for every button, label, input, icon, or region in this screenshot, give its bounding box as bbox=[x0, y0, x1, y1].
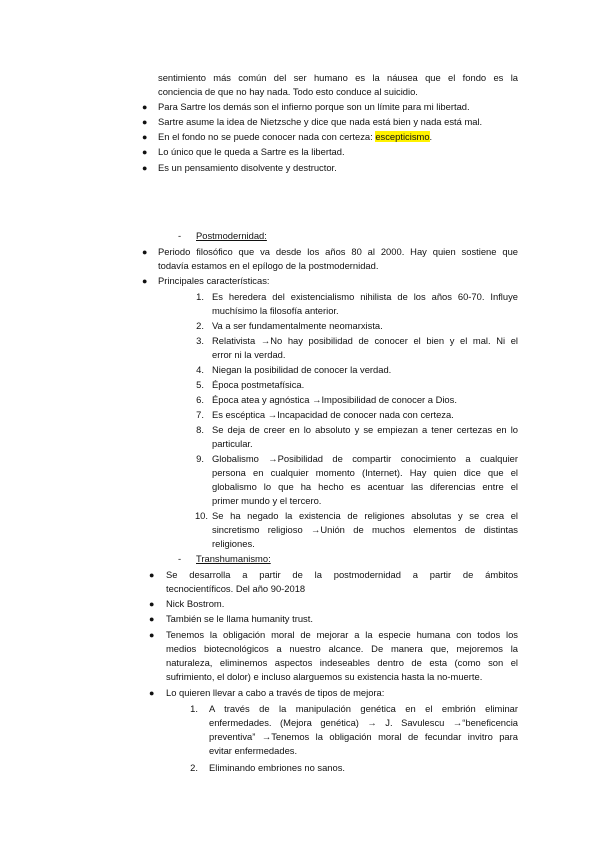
list-item-cont: sufrimiento, el dolor) e incluso alarguemos su existencia hasta la no-muerte. bbox=[166, 671, 483, 682]
bullet-icon: ● bbox=[142, 247, 148, 257]
bullet-icon: ● bbox=[142, 147, 148, 157]
list-item: Nick Bostrom. bbox=[166, 598, 225, 609]
list-item: Periodo filosófico que va desde los años 80 al 2000. Hay quien sostiene que bbox=[158, 246, 518, 257]
list-item: También se le llama humanity trust. bbox=[166, 613, 313, 624]
list-item: Principales características: bbox=[158, 275, 270, 286]
numbered-item: Época postmetafísica. bbox=[212, 379, 305, 390]
numbered-item: Es escéptica →Incapacidad de conocer nada con certeza. bbox=[212, 409, 454, 420]
bullet-icon: ● bbox=[142, 102, 148, 112]
dash-marker: - bbox=[178, 230, 182, 241]
list-item: Lo quieren llevar a cabo a través de tipos de mejora: bbox=[166, 687, 385, 698]
numbered-item: Niegan la posibilidad de conocer la verdad. bbox=[212, 364, 392, 375]
numbered-item-cont: evitar enfermedades. bbox=[209, 745, 298, 756]
numbered-item-cont: globalismo lo que ha hecho es acentuar las diferencias entre el bbox=[212, 481, 518, 492]
list-item: Para Sartre los demás son el infierno porque son un límite para mi libertad. bbox=[158, 101, 470, 112]
numbered-item-cont: persona en cualquier momento (Internet). Hay quien dice que el bbox=[212, 467, 518, 478]
list-item-cont: medios biotecnológicos a nuestro alcance. De manera que, mejoremos la bbox=[166, 643, 518, 654]
bullet-icon: ● bbox=[149, 688, 155, 698]
list-item: Lo único que le queda a Sartre es la libertad. bbox=[158, 146, 345, 157]
item-number: 3. bbox=[196, 335, 204, 346]
bullet-icon: ● bbox=[142, 163, 148, 173]
numbered-item: Eliminando embriones no sanos. bbox=[209, 762, 346, 773]
item-number: 10. bbox=[194, 510, 208, 521]
numbered-item: Relativista →No hay posibilidad de conocer el bien y el mal. Ni el bbox=[212, 335, 518, 346]
numbered-item-cont: muchísimo la filosofía anterior. bbox=[212, 305, 339, 316]
bullet-icon: ● bbox=[142, 132, 148, 142]
bullet-icon: ● bbox=[149, 630, 155, 640]
bullet-icon: ● bbox=[149, 614, 155, 624]
numbered-item: Época atea y agnóstica →Imposibilidad de conocer a Dios. bbox=[212, 394, 457, 405]
numbered-item: Se ha negado la existencia de religiones absolutas y se crea el bbox=[212, 510, 518, 521]
list-item: Se desarrolla a partir de la postmodernidad a partir de ámbitos bbox=[166, 569, 518, 580]
list-item-cont: naturaleza, eliminemos aspectos indeseables dentro de esta (como son el bbox=[166, 657, 518, 668]
section-heading: Postmodernidad: bbox=[196, 230, 267, 241]
item-number: 2. bbox=[196, 320, 204, 331]
item-number: 9. bbox=[196, 453, 204, 464]
list-item: En el fondo no se puede conocer nada con certeza: escepticismo. bbox=[158, 131, 433, 142]
item-number: 7. bbox=[196, 409, 204, 420]
dash-marker: - bbox=[178, 553, 182, 564]
item-number: 1. bbox=[190, 703, 198, 714]
bullet-icon: ● bbox=[149, 570, 155, 580]
item-number: 5. bbox=[196, 379, 204, 390]
numbered-item-cont: error ni la verdad. bbox=[212, 349, 286, 360]
item-number: 1. bbox=[196, 291, 204, 302]
numbered-item-cont: particular. bbox=[212, 438, 253, 449]
bullet-icon: ● bbox=[142, 117, 148, 127]
item-number: 8. bbox=[196, 424, 204, 435]
numbered-item-cont: enfermedades. (Mejora genética) → J. Savulescu →“beneficencia bbox=[209, 717, 518, 728]
numbered-item-cont: sincretismo religioso →Unión de muchos elementos de distintas bbox=[212, 524, 518, 535]
numbered-item: Es heredera del existencialismo nihilista de los años 60-70. Influye bbox=[212, 291, 518, 302]
numbered-item: Va a ser fundamentalmente neomarxista. bbox=[212, 320, 383, 331]
list-item: Sartre asume la idea de Nietzsche y dice que nada está bien y nada está mal. bbox=[158, 116, 483, 127]
item-number: 6. bbox=[196, 394, 204, 405]
item-number: 2. bbox=[190, 762, 198, 773]
numbered-item: Se deja de creer en lo absoluto y se empiezan a tener certezas en lo bbox=[212, 424, 518, 435]
section-heading: Transhumanismo: bbox=[196, 553, 271, 564]
paragraph-line: sentimiento más común del ser humano es la náusea que el fondo es la bbox=[158, 72, 518, 83]
bullet-icon: ● bbox=[149, 599, 155, 609]
paragraph-line: conciencia de que no hay nada. Todo esto conduce al suicidio. bbox=[158, 86, 418, 97]
item-number: 4. bbox=[196, 364, 204, 375]
list-item: Tenemos la obligación moral de mejorar a la especie humana con todos los bbox=[166, 629, 518, 640]
numbered-item-cont: religiones. bbox=[212, 538, 255, 549]
highlighted-word: escepticismo bbox=[375, 131, 430, 142]
numbered-item-cont: primer mundo y el tercero. bbox=[212, 495, 322, 506]
numbered-item: A través de la manipulación genética en el embrión eliminar bbox=[209, 703, 518, 714]
bullet-icon: ● bbox=[142, 276, 148, 286]
list-item-cont: todavía estamos en el epílogo de la postmodernidad. bbox=[158, 260, 379, 271]
numbered-item-cont: preventiva” →Tenemos la obligación moral de fecundar invitro para bbox=[209, 731, 518, 742]
list-item-cont: tecnocientíficos. Del año 90-2018 bbox=[166, 583, 306, 594]
numbered-item: Globalismo →Posibilidad de compartir conocimiento a cualquier bbox=[212, 453, 518, 464]
list-item: Es un pensamiento disolvente y destructor. bbox=[158, 162, 337, 173]
